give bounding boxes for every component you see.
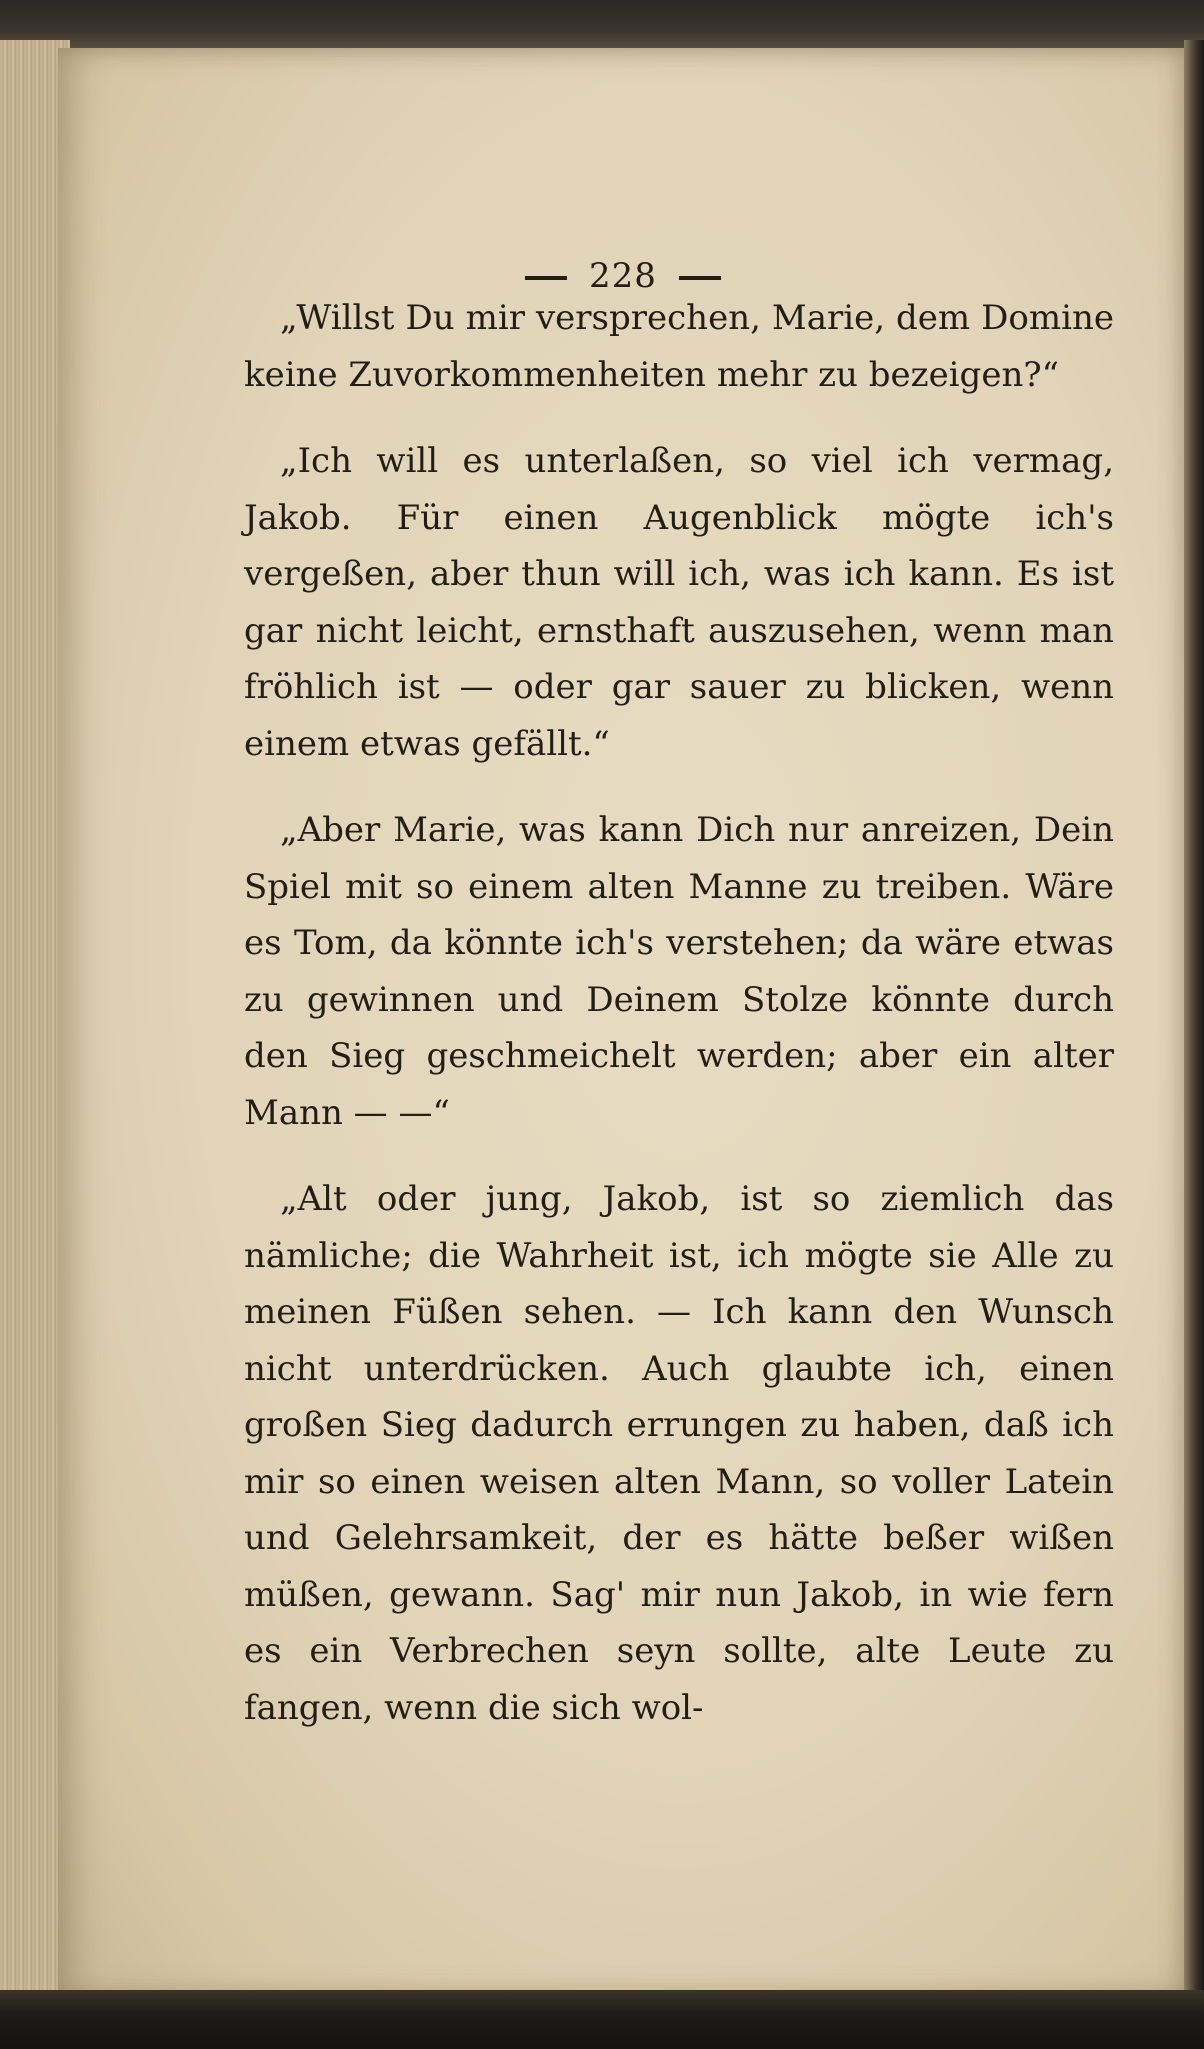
paragraph: „Ich will es unterlaßen, so viel ich vermag, Jakob. Für einen Augenblick mögte ich's vergeßen, aber thun will ich, was ich kann. Es ist gar nicht leicht, ernsthaft auszusehen, wenn man fröhlich ist — oder gar sauer zu blicken, wenn einem etwas gefällt.“ <box>244 441 1114 764</box>
book-bottom-edge <box>0 1990 1204 2049</box>
header-dash-right <box>679 276 721 280</box>
book-right-edge <box>1184 40 1204 2000</box>
paragraph: „Aber Marie, was kann Dich nur anreizen, Dein Spiel mit so einem alten Manne zu treiben. Wäre es Tom, da könnte ich's verstehen; da wäre etwas zu gewinnen und Deinem Stolze könnte durch den Sieg geschmeichelt werden; aber ein alter Mann — —“ <box>244 810 1114 1133</box>
page-body-text <box>244 290 1114 1766</box>
paragraph: „Willst Du mir versprechen, Marie, dem Domine keine Zuvorkommenheiten mehr zu bezeigen?“ <box>244 298 1114 395</box>
page-number: 228 <box>589 256 657 296</box>
header-dash-left <box>525 276 567 280</box>
book-top-edge <box>0 0 1204 50</box>
paragraph: „Alt oder jung, Jakob, ist so ziemlich das nämliche; die Wahrheit ist, ich mögte sie Alle zu meinen Füßen sehen. — Ich kann den Wunsch nicht unterdrücken. Auch glaubte ich, einen großen Sieg dadurch errungen zu haben, daß ich mir so einen weisen alten Mann, so voller Latein und Gelehrsamkeit, der es hätte beßer wißen müßen, gewann. Sag' mir nun Jakob, in wie fern es ein Verbrechen seyn sollte, alte Leute zu fangen, wenn die sich wol- <box>244 1179 1114 1728</box>
